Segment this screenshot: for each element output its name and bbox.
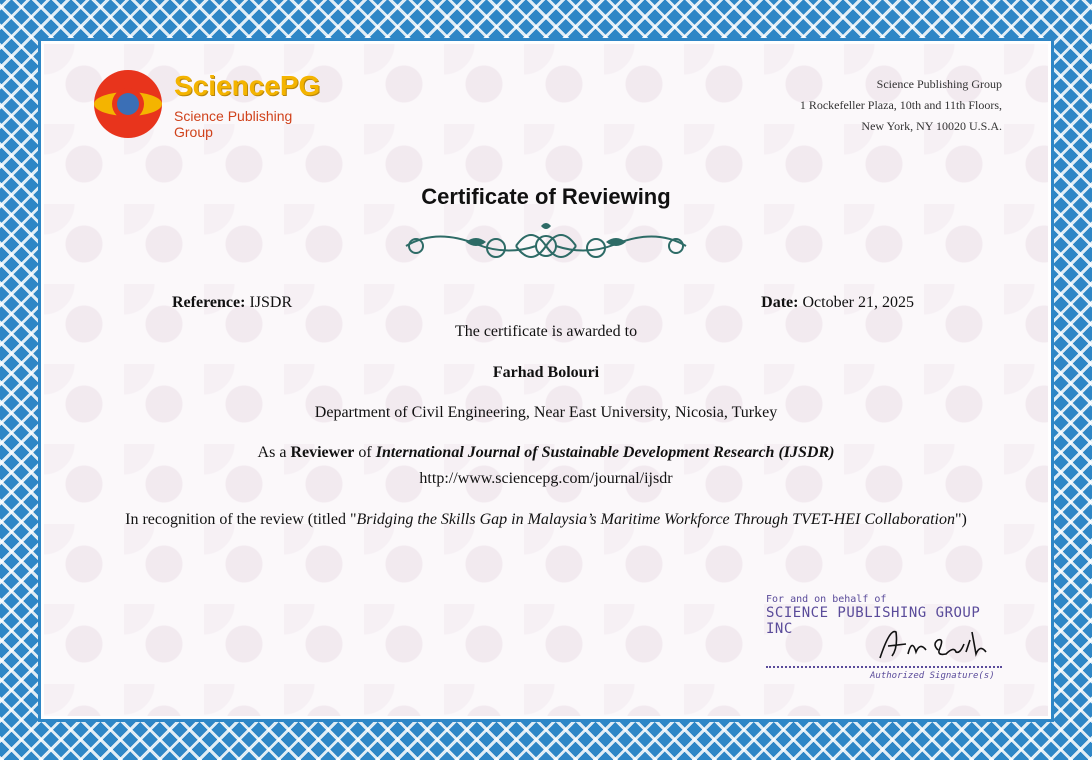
logo-title: SciencePG (174, 70, 321, 101)
role-of: of (358, 444, 372, 461)
recipient-name: Farhad Bolouri (492, 364, 600, 381)
address-line-2: 1 Rockefeller Plaza, 10th and 11th Floors, (799, 98, 1002, 112)
handwritten-signature-icon (876, 624, 996, 664)
date-value: October 21, 2025 (802, 294, 914, 311)
reference-value: IJSDR (249, 294, 293, 311)
certificate-title: Certificate of Reviewing (421, 184, 671, 209)
recognition-prefix: In recognition of the review (titled " (125, 511, 357, 528)
reference-label: Reference: (172, 294, 246, 311)
sciencepg-logo (92, 68, 332, 138)
role-prefix: As a (257, 444, 287, 461)
reference-field (172, 294, 292, 312)
address-line-3: New York, NY 10020 U.S.A. (861, 119, 1002, 133)
recognition-suffix: ") (955, 511, 967, 528)
publisher-address (800, 74, 1002, 137)
logo-subtitle: Science Publishing Group (174, 108, 293, 140)
authorized-signature-label: Authorized Signature(s) (870, 671, 995, 681)
logo-globe-icon (92, 68, 164, 140)
signature-for-text: For and on behalf of (766, 594, 887, 605)
reviewer-role-line (44, 444, 1048, 462)
signature-line (766, 666, 1002, 668)
awarded-to-text: The certificate is awarded to (454, 323, 638, 340)
role-label: Reviewer (290, 444, 355, 461)
review-title: Bridging the Skills Gap in Malaysia’s Maritime Workforce Through TVET-HEI Collaboration (356, 511, 955, 528)
journal-name: International Journal of Sustainable Development Research (IJSDR) (375, 444, 835, 461)
journal-url: http://www.sciencepg.com/journal/ijsdr (419, 470, 673, 487)
address-line-1: Science Publishing Group (876, 77, 1002, 91)
signature-stamp (766, 594, 1006, 694)
flourish-ornament-icon (396, 218, 696, 274)
signature-org: SCIENCE PUBLISHING GROUP INC (766, 605, 981, 637)
date-field (761, 294, 914, 312)
certificate-paper (44, 44, 1048, 716)
recognition-text (104, 507, 988, 533)
date-label: Date: (761, 294, 799, 311)
recipient-affiliation: Department of Civil Engineering, Near East University, Nicosia, Turkey (314, 404, 778, 421)
